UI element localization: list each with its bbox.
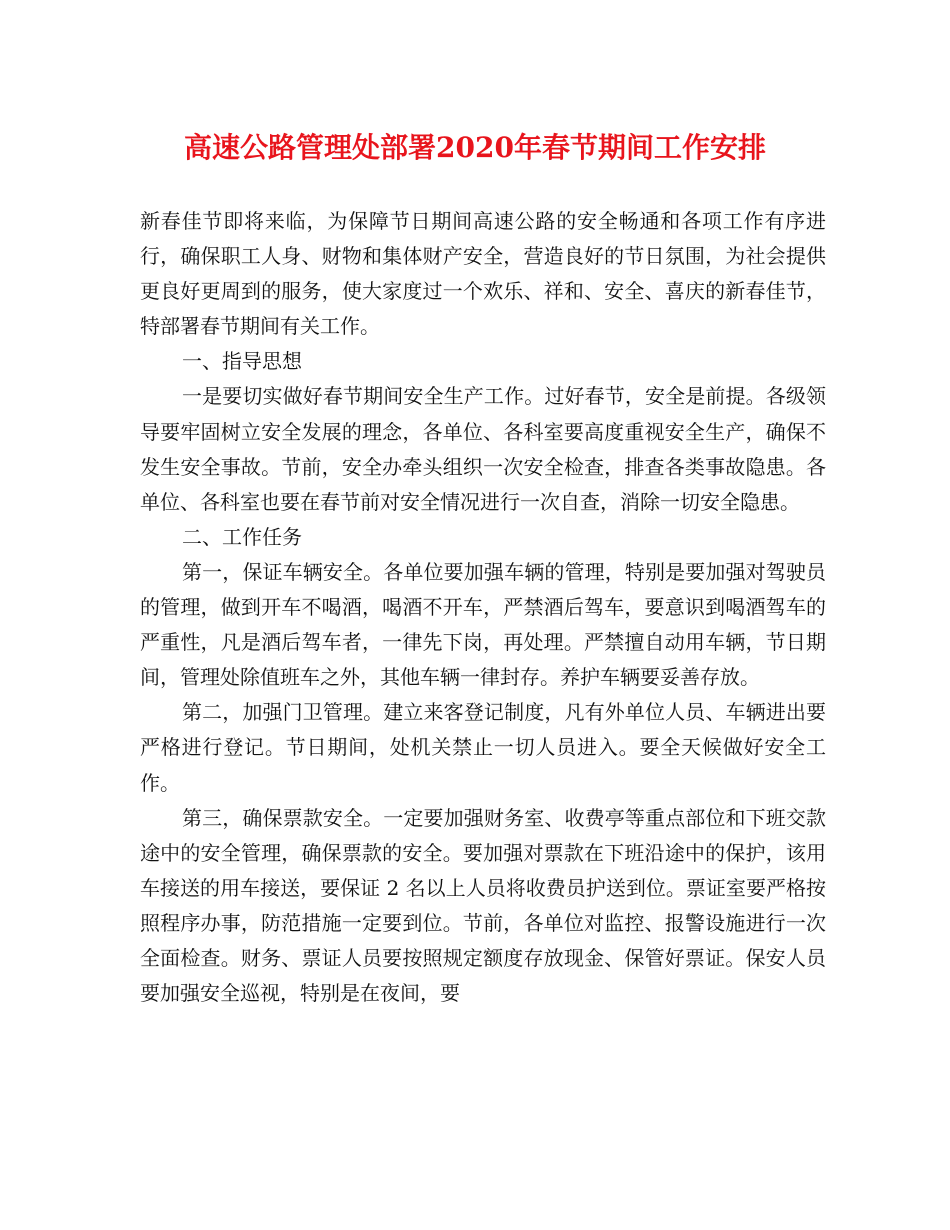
paragraph-ticket-money-safety: 第三，确保票款安全。一定要加强财务室、收费亭等重点部位和下班交款途中的安全管理，确保票款的安全。要加强对票款在下班沿途中的保护，该用车接送的用车接送，要保证 2 名以上人员将收费员护送到位。票证室要严格按照程序办事，防范措施一定要到位。节前，各单位对监控、报警设施进行一次全面检查。财务、票证人员要按照规定额度存放现金、保管好票证。保安人员要加强安全巡视，特别是在夜间，要 xyxy=(140,805,826,1006)
paragraph-vehicle-safety: 第一，保证车辆安全。各单位要加强车辆的管理，特别是要加强对驾驶员的管理，做到开车不喝酒，喝酒不开车，严禁酒后驾车，要意识到喝酒驾车的严重性，凡是酒后驾车者，一律先下岗，再处理。严禁擅自动用车辆，节日期间，管理处除值班车之外，其他车辆一律封存。养护车辆要妥善存放。 xyxy=(140,559,826,690)
paragraph-gate-management: 第二，加强门卫管理。建立来客登记制度，凡有外单位人员、车辆进出要严格进行登记。节日期间，处机关禁止一切人员进入。要全天候做好安全工作。 xyxy=(140,700,826,795)
intro-paragraph: 新春佳节即将来临，为保障节日期间高速公路的安全畅通和各项工作有序进行，确保职工人身、财物和集体财产安全，营造良好的节日氛围，为社会提供更良好更周到的服务，使大家度过一个欢乐、祥和、安全、喜庆的新春佳节，特部署春节期间有关工作。 xyxy=(140,209,826,339)
section-heading-work-tasks: 二、工作任务 xyxy=(182,524,302,549)
document-title: 高速公路管理处部署2020年春节期间工作安排 xyxy=(184,131,766,164)
paragraph-safety-production: 一是要切实做好春节期间安全生产工作。过好春节，安全是前提。各级领导要牢固树立安全发展的理念，各单位、各科室要高度重视安全生产，确保不发生安全事故。节前，安全办牵头组织一次安全检查，排查各类事故隐患。各单位、各科室也要在春节前对安全情况进行一次自查，消除一切安全隐患。 xyxy=(140,384,826,514)
section-heading-guiding-ideology: 一、指导思想 xyxy=(182,349,302,374)
document-body xyxy=(140,204,826,1011)
